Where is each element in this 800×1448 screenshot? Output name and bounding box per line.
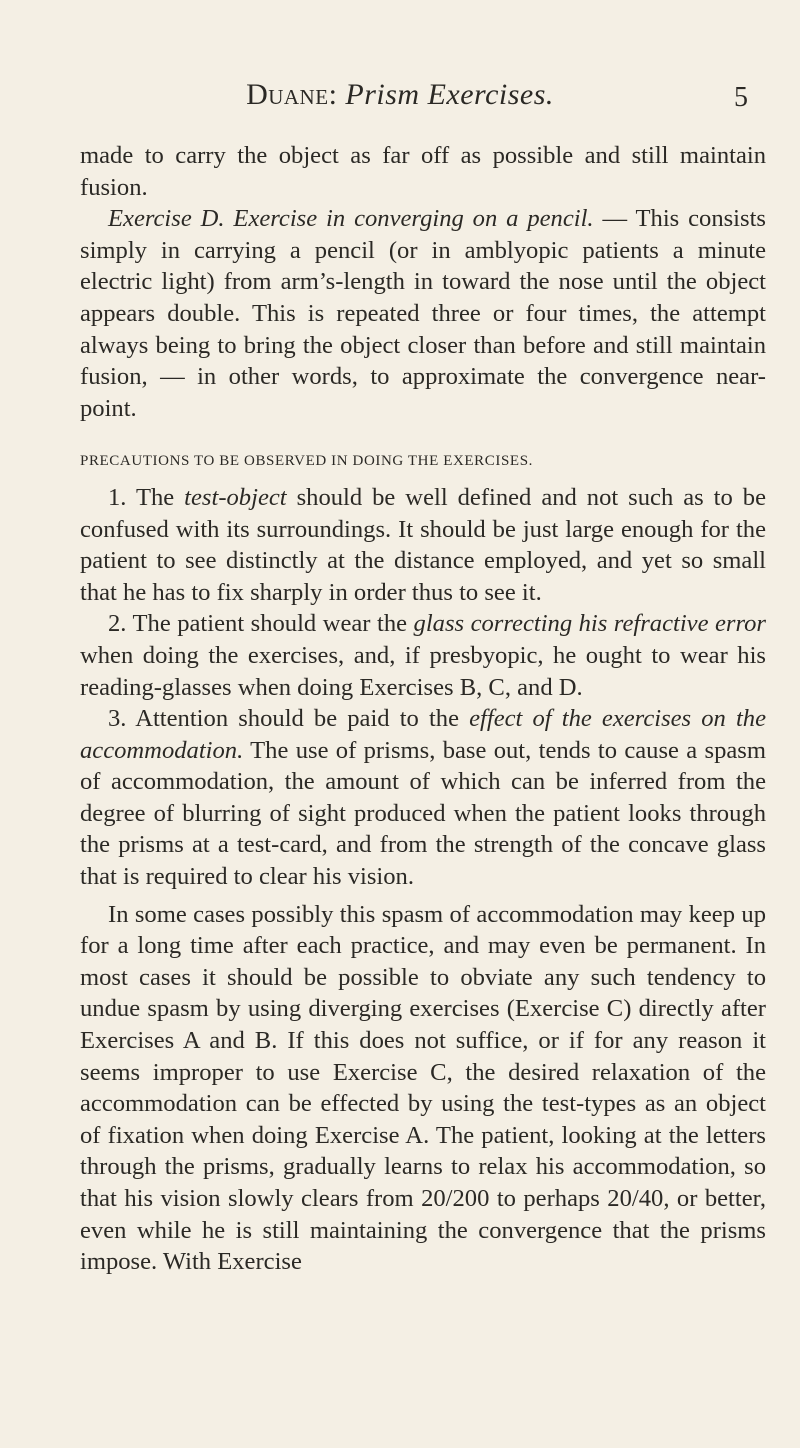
exercise-d-text: This consists simply in carrying a pencil (or in amblyopic patients a minute electric light) from arm’s-length in toward the nose until the object appears double. This is repeated three or four times, the attempt always being to bring the object closer than before and still maintain fusion, — in other words, to approximate the convergence near-point. xyxy=(80,205,766,422)
item-text: when doing the exercises, and, if presbyopic, he ought to wear his reading-glasses when doing Exercises B, C, and D. xyxy=(80,641,766,701)
em-dash: — xyxy=(593,205,636,233)
item-text: Attention should be paid to the xyxy=(126,705,470,733)
precaution-item-2 xyxy=(80,608,766,703)
item-number: 1. xyxy=(108,483,127,511)
item-number: 3. xyxy=(108,705,127,733)
precaution-item-1 xyxy=(80,482,766,608)
running-title xyxy=(0,78,800,112)
author-name: Duane xyxy=(246,78,329,111)
body-text xyxy=(80,140,766,1278)
continued-paragraph: made to carry the object as far off as possible and still maintain fusion. xyxy=(80,142,766,201)
item-text: should be well defined and not such as to be confused with its surroundings. It should be just large enough for the patient to see distinctly at the distance employed, and yet so small that he has to fix sharply in order thus to see it. xyxy=(80,483,766,606)
precaution-item-3 xyxy=(80,703,766,893)
exercise-d-paragraph xyxy=(80,203,766,424)
item-text: The use of prisms, base out, tends to cause a spasm of accommodation, the amount of which can be inferred from the degree of blurring of sight produced when the patient looks through the prisms at a test-card, and from the strength of the concave glass that is required to clear his vision. xyxy=(80,736,766,891)
running-head xyxy=(0,78,800,114)
item-number: 2. xyxy=(108,610,127,638)
item-text: The xyxy=(126,483,185,511)
page-number: 5 xyxy=(734,82,748,113)
item-emphasis: effect of the exercises on the accommodation. xyxy=(80,705,766,764)
item-text: The patient should wear the xyxy=(126,610,414,638)
precautions-heading: PRECAUTIONS TO BE OBSERVED IN DOING THE EXERCISES. xyxy=(80,453,533,470)
exercise-d-label: Exercise D. Exercise in converging on a pencil. xyxy=(108,205,594,233)
title-separator: : xyxy=(328,78,346,111)
item-emphasis: glass correcting his refractive error xyxy=(413,610,766,638)
item-emphasis: test-object xyxy=(184,483,287,511)
chapter-title: Prism Exercises. xyxy=(345,78,554,111)
spasm-paragraph: In some cases possibly this spasm of accommodation may keep up for a long time after each practice, and may even be permanent. In most cases it should be possible to obviate any such tendency to undue spasm by using diverging exercises (Exercise C) directly after Exercises A and B. If this does not suffice, or if for any reason it seems improper to use Exercise C, the desired relaxation of the accommodation can be effected by using the test-types as an object of fixation when doing Exercise A. The patient, looking at the letters through the prisms, gradually learns to relax his accommodation, so that his vision slowly clears from 20/200 to perhaps 20/40, or better, even while he is still maintaining the convergence that the prisms impose. With Exercise xyxy=(80,900,766,1276)
